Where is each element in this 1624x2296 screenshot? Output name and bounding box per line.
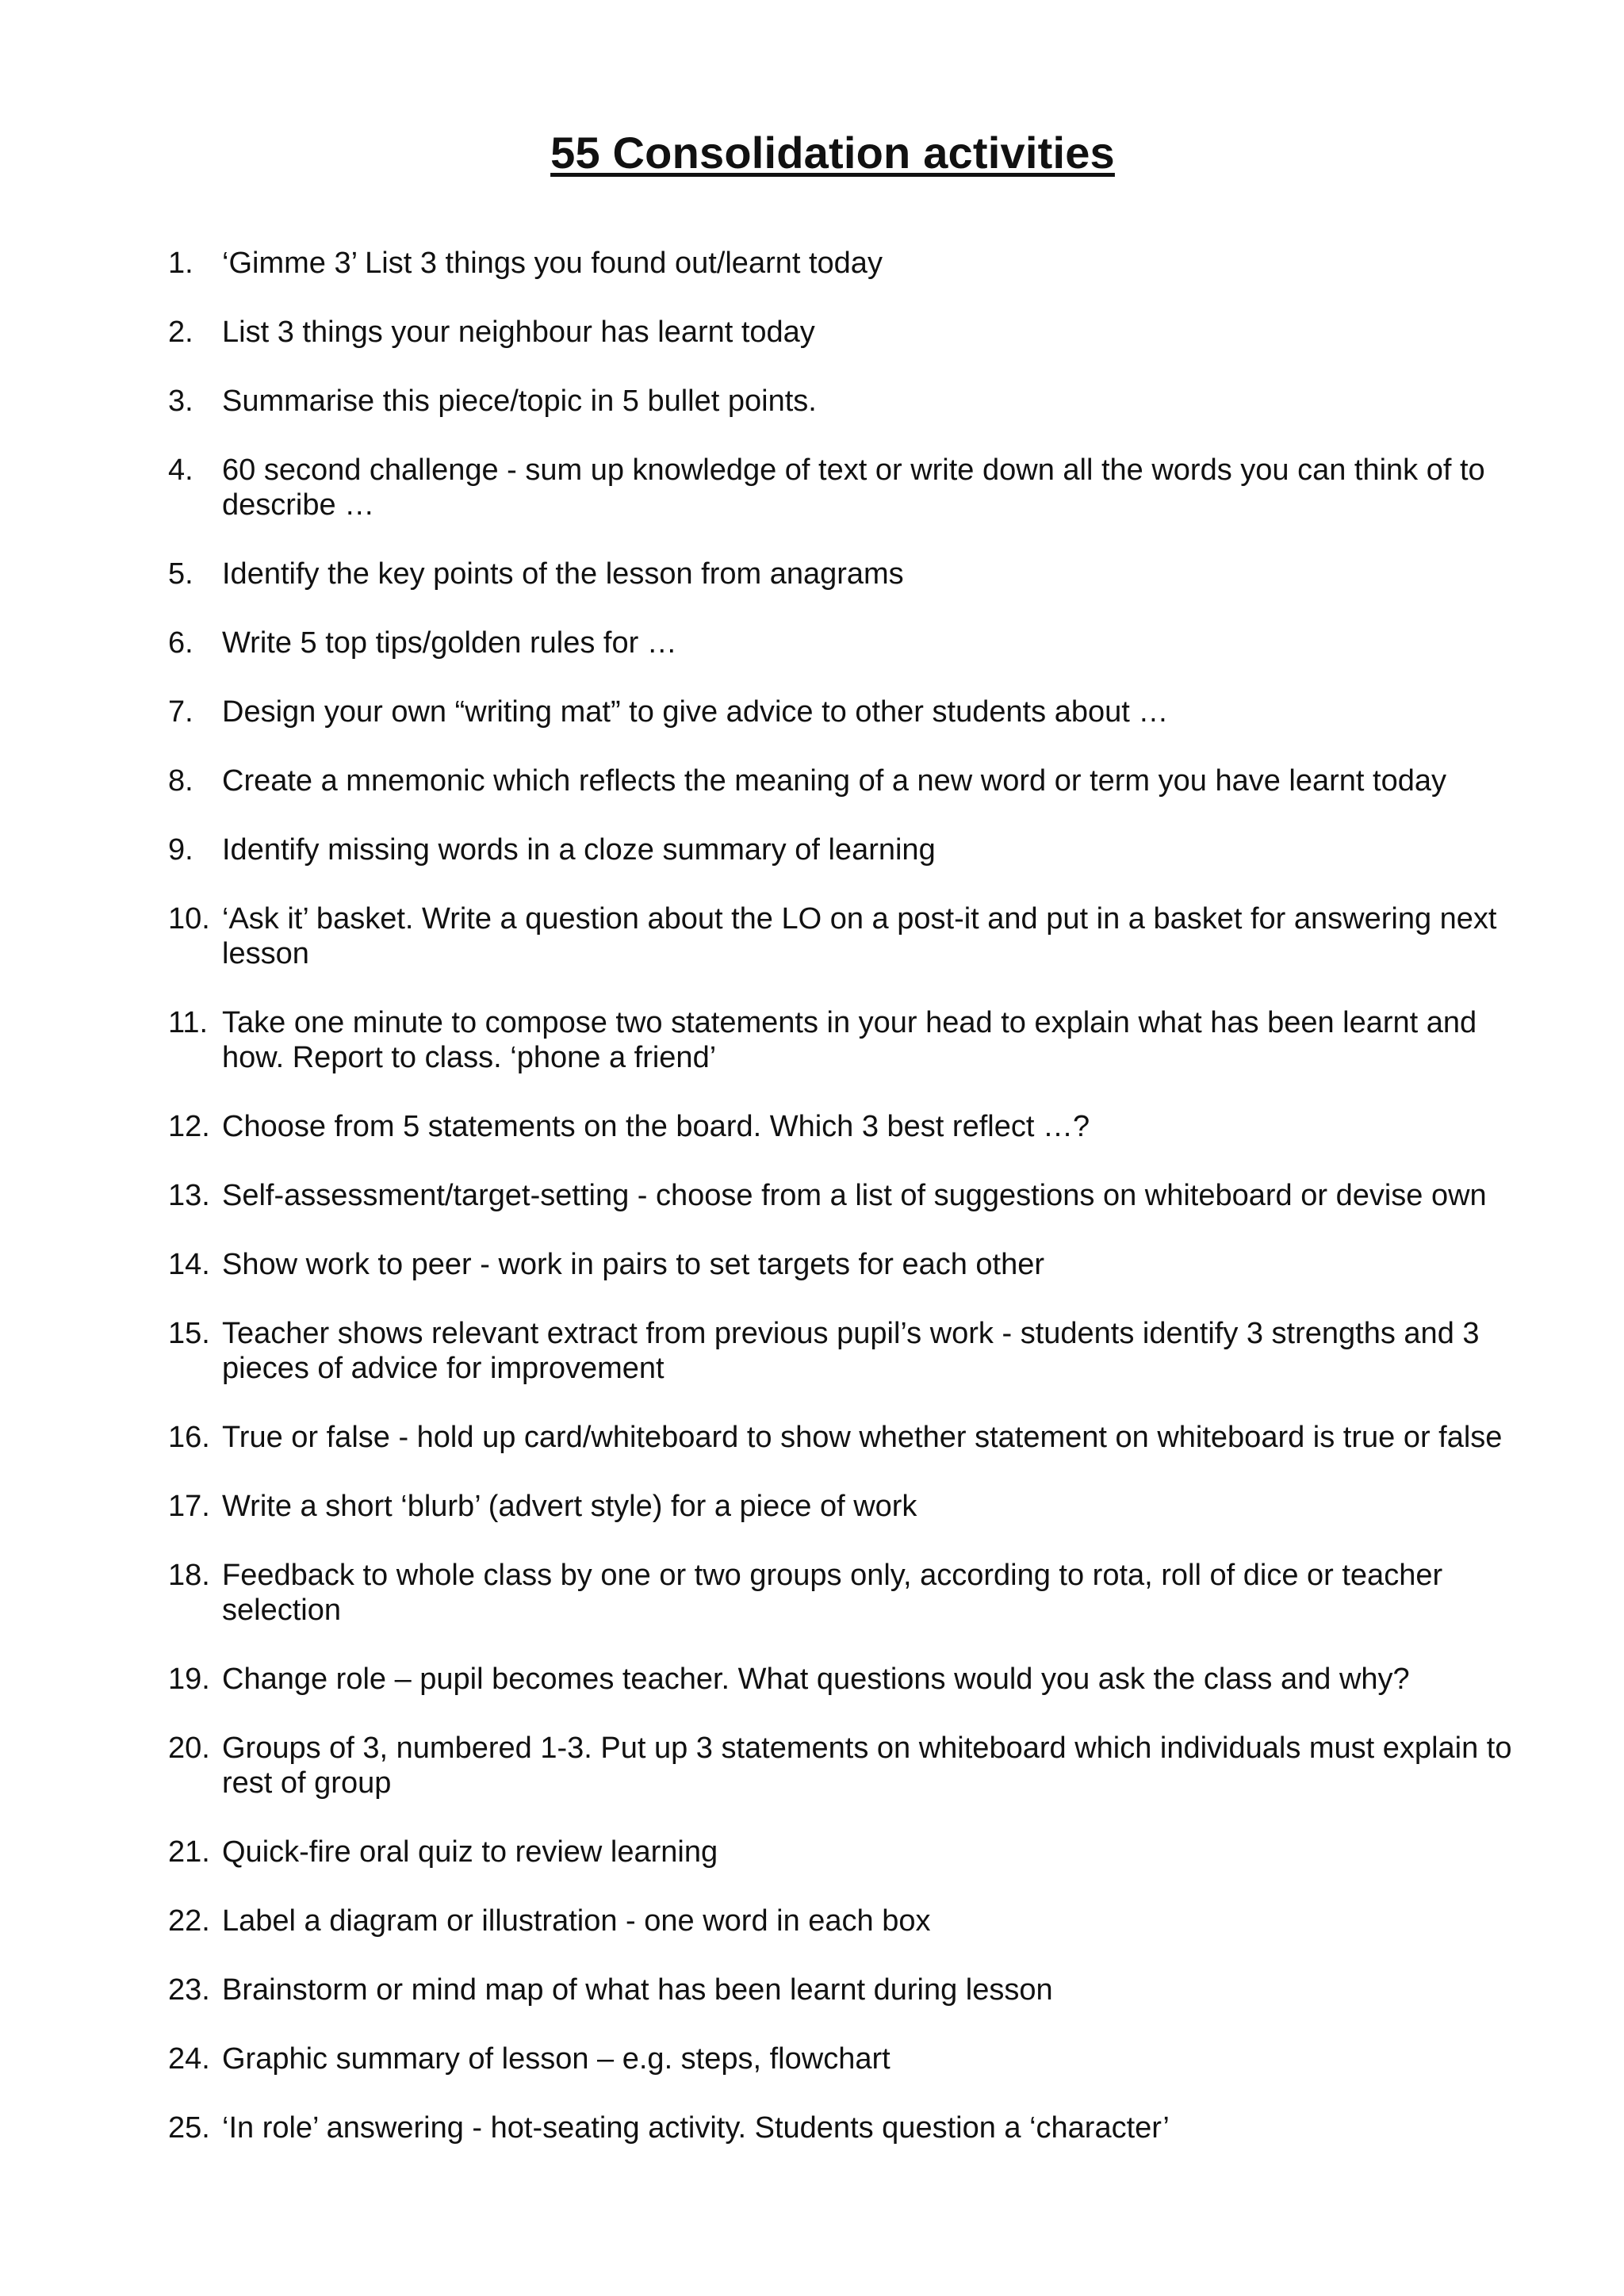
list-item bbox=[168, 626, 1532, 660]
item-text: Choose from 5 statements on the board. Which 3 best reflect …? bbox=[222, 1110, 1090, 1143]
item-number: 2. bbox=[168, 316, 193, 349]
list-item bbox=[168, 1973, 1532, 2007]
list-item bbox=[168, 315, 1532, 350]
item-text: Quick-fire oral quiz to review learning bbox=[222, 1835, 718, 1869]
item-number: 7. bbox=[168, 695, 193, 729]
item-text: ‘In role’ answering - hot-seating activity. Students question a ‘character’ bbox=[222, 2111, 1170, 2145]
item-text: True or false - hold up card/whiteboard to show whether statement on whiteboard is true or false bbox=[222, 1421, 1503, 1454]
item-text: Show work to peer - work in pairs to set targets for each other bbox=[222, 1248, 1045, 1281]
list-item bbox=[168, 695, 1532, 729]
list-item bbox=[168, 384, 1532, 419]
list-item bbox=[168, 453, 1532, 522]
item-text: Create a mnemonic which reflects the meaning of a new word or term you have learnt today bbox=[222, 764, 1446, 798]
item-number: 12. bbox=[168, 1110, 210, 1143]
list-item bbox=[168, 1904, 1532, 1938]
item-number: 21. bbox=[168, 1835, 210, 1869]
list-item bbox=[168, 1316, 1532, 1386]
list-item bbox=[168, 1731, 1532, 1800]
list-item bbox=[168, 1247, 1532, 1282]
item-number: 11. bbox=[168, 1006, 209, 1039]
item-text: Graphic summary of lesson – e.g. steps, flowchart bbox=[222, 2042, 891, 2076]
item-text: List 3 things your neighbour has learnt today bbox=[222, 316, 815, 349]
list-item bbox=[168, 557, 1532, 591]
list-item bbox=[168, 1178, 1532, 1213]
item-text: Write a short ‘blurb’ (advert style) for a piece of work bbox=[222, 1490, 917, 1523]
item-number: 18. bbox=[168, 1559, 210, 1592]
list-item bbox=[168, 1109, 1532, 1144]
list-item bbox=[168, 1005, 1532, 1075]
list-item bbox=[168, 246, 1532, 281]
list-item bbox=[168, 2110, 1532, 2145]
item-number: 10. bbox=[168, 902, 210, 936]
list-item bbox=[168, 901, 1532, 971]
item-number: 24. bbox=[168, 2042, 210, 2076]
item-text: Summarise this piece/topic in 5 bullet points. bbox=[222, 385, 817, 418]
item-text: Take one minute to compose two statements in your head to explain what has been learnt and how. Report to class. ‘phone a friend’ bbox=[222, 1006, 1477, 1074]
list-item bbox=[168, 1835, 1532, 1869]
item-number: 4. bbox=[168, 453, 193, 487]
item-number: 23. bbox=[168, 1973, 210, 2007]
list-item bbox=[168, 763, 1532, 798]
item-number: 22. bbox=[168, 1904, 210, 1938]
item-text: Write 5 top tips/golden rules for … bbox=[222, 626, 677, 660]
item-number: 15. bbox=[168, 1317, 210, 1350]
item-number: 25. bbox=[168, 2111, 210, 2145]
item-number: 6. bbox=[168, 626, 193, 660]
list-item bbox=[168, 832, 1532, 867]
item-text: Teacher shows relevant extract from previous pupil’s work - students identify 3 strengths and 3 pieces of advice for improvement bbox=[222, 1317, 1480, 1385]
list-item bbox=[168, 1662, 1532, 1697]
item-number: 14. bbox=[168, 1248, 210, 1281]
list-item bbox=[168, 1489, 1532, 1524]
activity-list bbox=[168, 246, 1532, 2179]
item-text: Feedback to whole class by one or two groups only, according to rota, roll of dice or teacher selection bbox=[222, 1559, 1443, 1627]
item-number: 19. bbox=[168, 1663, 210, 1696]
item-text: Label a diagram or illustration - one word in each box bbox=[222, 1904, 931, 1938]
item-text: Design your own “writing mat” to give advice to other students about … bbox=[222, 695, 1169, 729]
list-item bbox=[168, 2042, 1532, 2076]
list-item bbox=[168, 1420, 1532, 1455]
item-text: Self-assessment/target-setting - choose from a list of suggestions on whiteboard or devise own bbox=[222, 1179, 1487, 1212]
item-text: ‘Gimme 3’ List 3 things you found out/learnt today bbox=[222, 247, 883, 280]
item-number: 1. bbox=[168, 247, 193, 280]
item-text: Brainstorm or mind map of what has been learnt during lesson bbox=[222, 1973, 1053, 2007]
item-text: Identify the key points of the lesson from anagrams bbox=[222, 557, 904, 591]
list-item bbox=[168, 1558, 1532, 1628]
item-number: 17. bbox=[168, 1490, 210, 1523]
item-text: 60 second challenge - sum up knowledge of text or write down all the words you can think of to describe … bbox=[222, 453, 1485, 522]
item-number: 5. bbox=[168, 557, 193, 591]
item-number: 16. bbox=[168, 1421, 210, 1454]
item-number: 3. bbox=[168, 385, 193, 418]
item-text: Change role – pupil becomes teacher. What questions would you ask the class and why? bbox=[222, 1663, 1410, 1696]
item-text: ‘Ask it’ basket. Write a question about the LO on a post-it and put in a basket for answering next lesson bbox=[222, 902, 1497, 970]
item-number: 13. bbox=[168, 1179, 210, 1212]
item-text: Identify missing words in a cloze summary of learning bbox=[222, 833, 936, 867]
item-number: 9. bbox=[168, 833, 193, 867]
item-number: 8. bbox=[168, 764, 193, 798]
item-text: Groups of 3, numbered 1-3. Put up 3 statements on whiteboard which individuals must explain to rest of group bbox=[222, 1732, 1512, 1800]
page-title: 55 Consolidation activities bbox=[550, 128, 1115, 178]
item-number: 20. bbox=[168, 1732, 210, 1765]
